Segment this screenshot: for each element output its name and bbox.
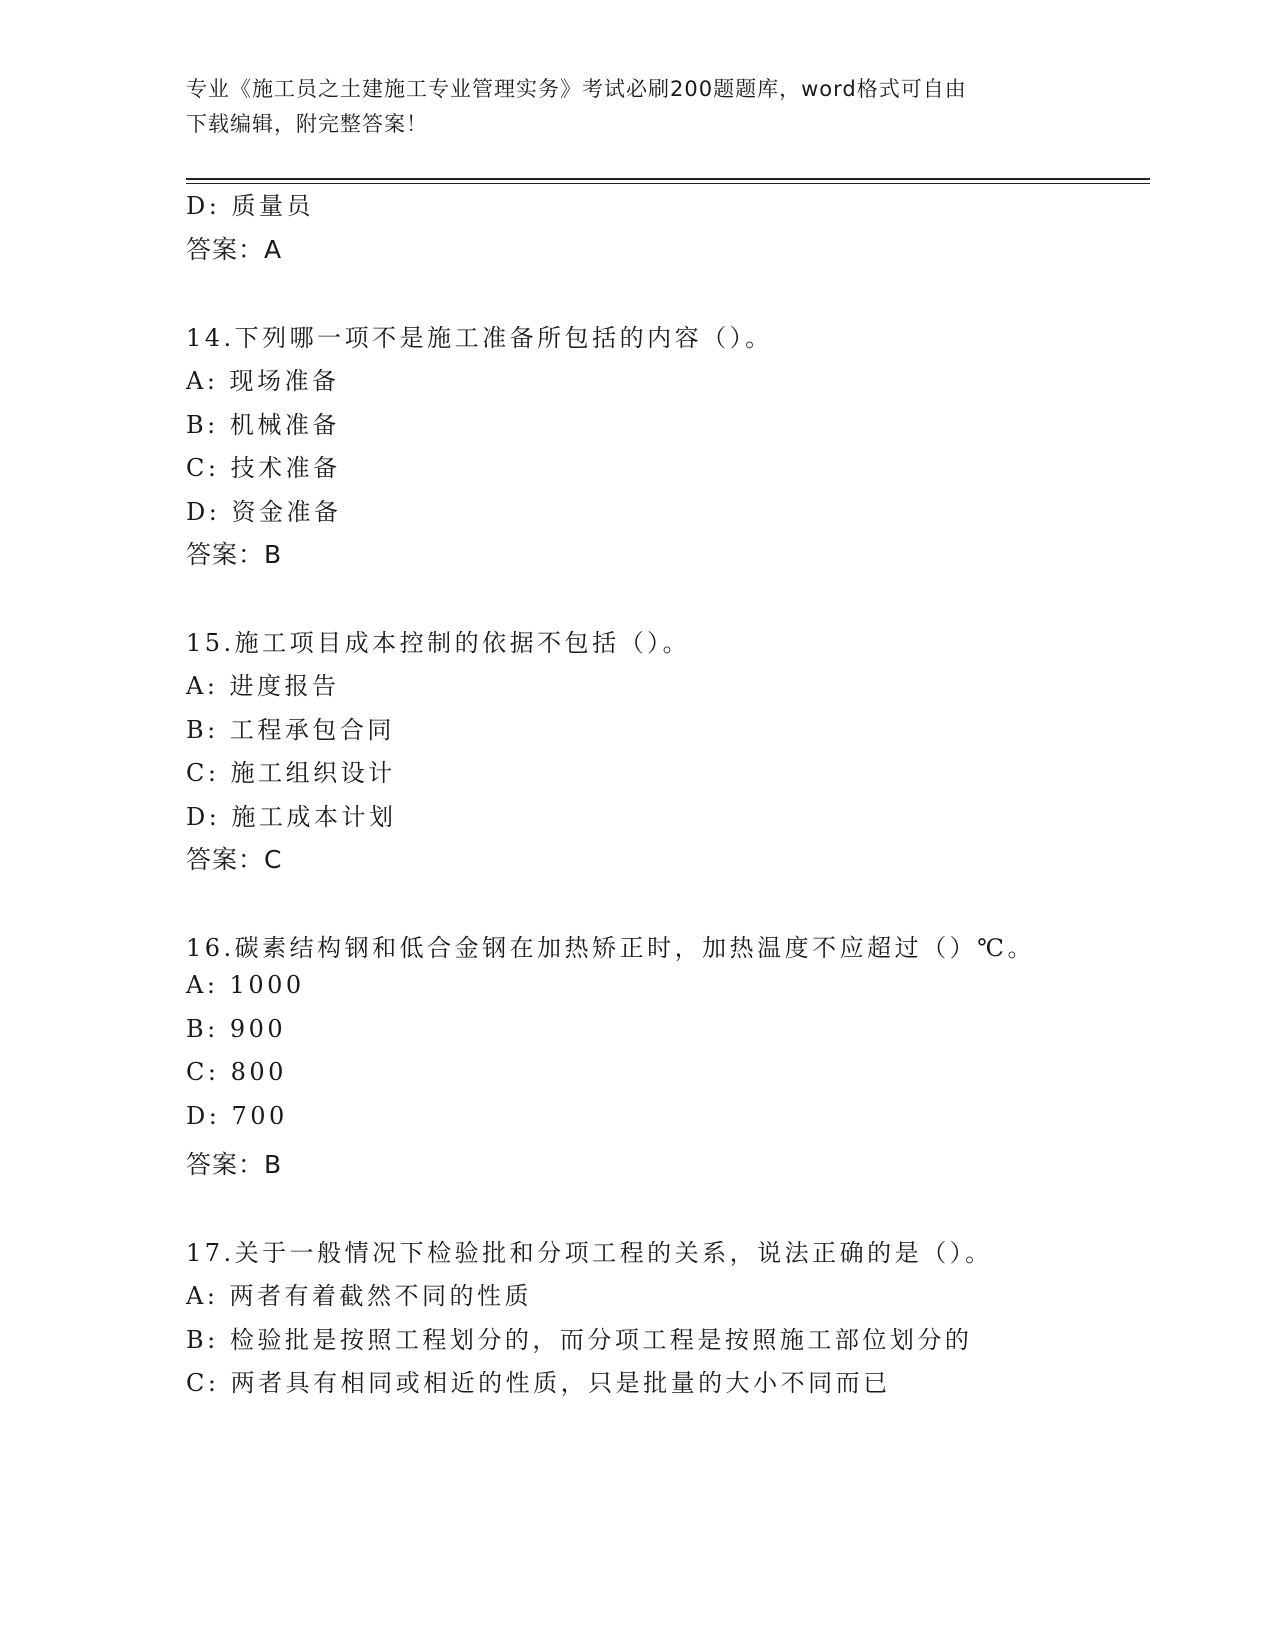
q17-option-c: C: 两者具有相同或相近的性质，只是批量的大小不同而已: [186, 1369, 891, 1397]
q17-option-b: B: 检验批是按照工程划分的，而分项工程是按照施工部位划分的: [186, 1326, 973, 1354]
header-divider-secondary: [186, 183, 1150, 184]
q13-answer: 答案：A: [186, 235, 283, 264]
q16-option-c: C: 800: [186, 1058, 287, 1086]
q14-option-b: B: 机械准备: [186, 411, 340, 439]
q16-answer: 答案：B: [186, 1150, 283, 1179]
q16-option-d: D: 700: [186, 1102, 288, 1130]
q14-answer: 答案：B: [186, 540, 283, 569]
q15-answer: 答案：C: [186, 845, 283, 874]
q15-option-c: C: 施工组织设计: [186, 759, 396, 787]
q16-option-b: B: 900: [186, 1015, 287, 1043]
q14-option-c: C: 技术准备: [186, 454, 341, 482]
header-divider: [186, 178, 1150, 180]
q13-option-d: D: 质量员: [186, 192, 314, 220]
header-title-line-1: 专业《施工员之土建施工专业管理实务》考试必刷200题题库，word格式可自由: [186, 77, 967, 101]
q14-stem: 14.下列哪一项不是施工准备所包括的内容（）。: [186, 324, 773, 352]
header-title-line-2: 下载编辑，附完整答案！: [186, 112, 428, 136]
q15-option-b: B: 工程承包合同: [186, 716, 395, 744]
q15-option-a: A: 进度报告: [186, 672, 340, 700]
q17-option-a: A: 两者有着截然不同的性质: [186, 1282, 533, 1310]
q16-stem: 16.碳素结构钢和低合金钢在加热矫正时，加热温度不应超过（）℃。: [186, 934, 1036, 962]
q14-option-d: D: 资金准备: [186, 498, 342, 526]
page-header: [186, 72, 1066, 142]
q15-stem: 15.施工项目成本控制的依据不包括（）。: [186, 629, 691, 657]
q17-stem: 17.关于一般情况下检验批和分项工程的关系，说法正确的是（）。: [186, 1239, 993, 1267]
q15-option-d: D: 施工成本计划: [186, 803, 397, 831]
q16-option-a: A: 1000: [186, 971, 305, 999]
q14-option-a: A: 现场准备: [186, 367, 340, 395]
